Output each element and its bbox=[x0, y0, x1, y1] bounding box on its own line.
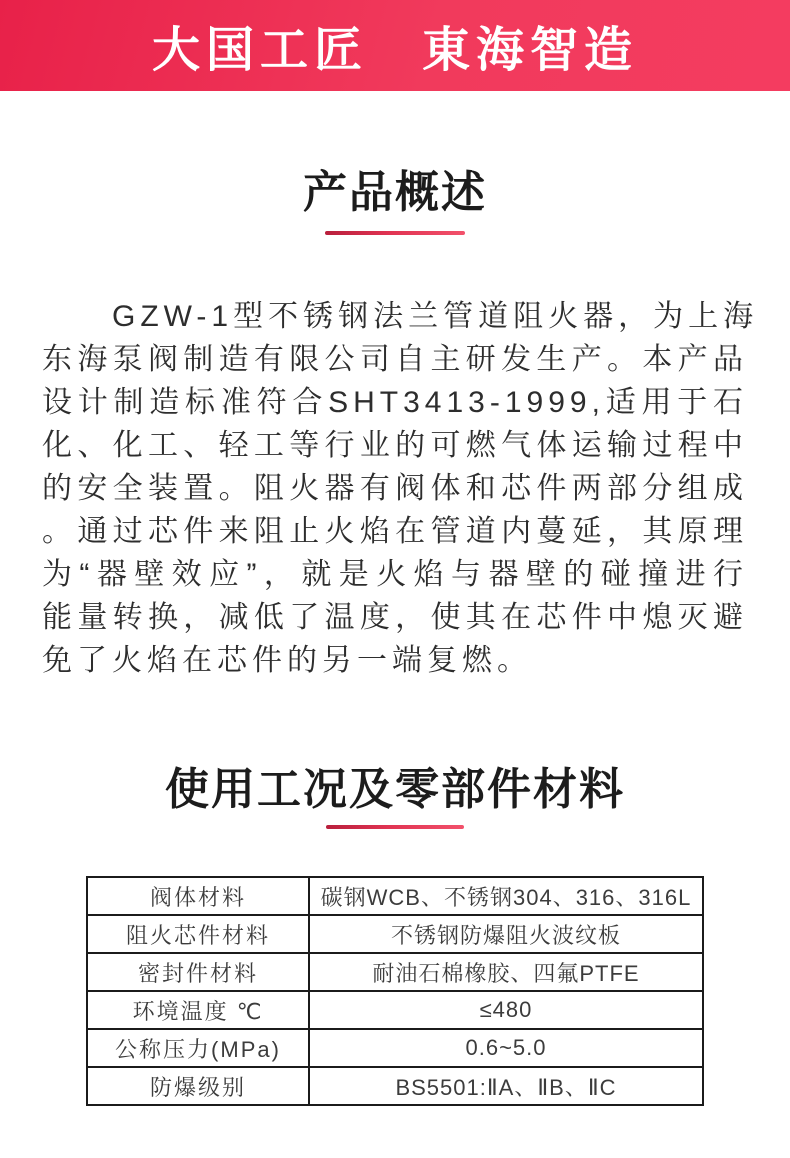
paragraph-line: 设计制造标准符合SHT3413-1999,适用于石 bbox=[42, 386, 748, 419]
overview-paragraph bbox=[42, 295, 759, 682]
paragraph-line: 能量转换，减低了温度，使其在芯件中熄灭避 bbox=[42, 601, 748, 634]
overview-heading-underline bbox=[325, 231, 465, 235]
row-label-cell: 防爆级别 bbox=[87, 1067, 309, 1105]
paragraph-line: 为“器壁效应”，就是火焰与器壁的碰撞进行 bbox=[42, 558, 748, 591]
brand-banner bbox=[0, 0, 790, 91]
table-row bbox=[87, 1067, 703, 1105]
materials-heading: 使用工况及零部件材料 bbox=[165, 765, 625, 814]
paragraph-line: GZW-1型不锈钢法兰管道阻火器，为上海 bbox=[112, 300, 759, 333]
row-value-cell: ≤480 bbox=[309, 991, 703, 1029]
paragraph-line: 东海泵阀制造有限公司自主研发生产。本产品 bbox=[42, 343, 748, 376]
materials-section bbox=[0, 765, 790, 1106]
row-label-cell: 阻火芯件材料 bbox=[87, 915, 309, 953]
row-value-cell: 耐油石棉橡胶、四氟PTFE bbox=[309, 953, 703, 991]
materials-table bbox=[86, 876, 704, 1106]
overview-section bbox=[0, 168, 790, 682]
row-label-cell: 密封件材料 bbox=[87, 953, 309, 991]
row-label-cell: 阀体材料 bbox=[87, 877, 309, 915]
table-row bbox=[87, 1029, 703, 1067]
table-row bbox=[87, 991, 703, 1029]
row-value-cell: 0.6~5.0 bbox=[309, 1029, 703, 1067]
paragraph-line: 免了火焰在芯件的另一端复燃。 bbox=[42, 644, 532, 677]
overview-heading: 产品概述 bbox=[303, 168, 487, 217]
table-row bbox=[87, 953, 703, 991]
banner-title: 大国工匠 東海智造 bbox=[151, 24, 638, 77]
row-value-cell: BS5501:ⅡA、ⅡB、ⅡC bbox=[309, 1067, 703, 1105]
row-label-cell: 公称压力(MPa) bbox=[87, 1029, 309, 1067]
paragraph-line: 的安全装置。阻火器有阀体和芯件两部分组成 bbox=[42, 472, 748, 505]
paragraph-line: 化、化工、轻工等行业的可燃气体运输过程中 bbox=[42, 429, 748, 462]
row-value-cell: 不锈钢防爆阻火波纹板 bbox=[309, 915, 703, 953]
row-label-cell: 环境温度 ℃ bbox=[87, 991, 309, 1029]
table-row bbox=[87, 877, 703, 915]
table-row bbox=[87, 915, 703, 953]
paragraph-line: 。通过芯件来阻止火焰在管道内蔓延，其原理 bbox=[42, 515, 748, 548]
row-value-cell: 碳钢WCB、不锈钢304、316、316L bbox=[309, 877, 703, 915]
materials-heading-underline bbox=[326, 825, 464, 829]
